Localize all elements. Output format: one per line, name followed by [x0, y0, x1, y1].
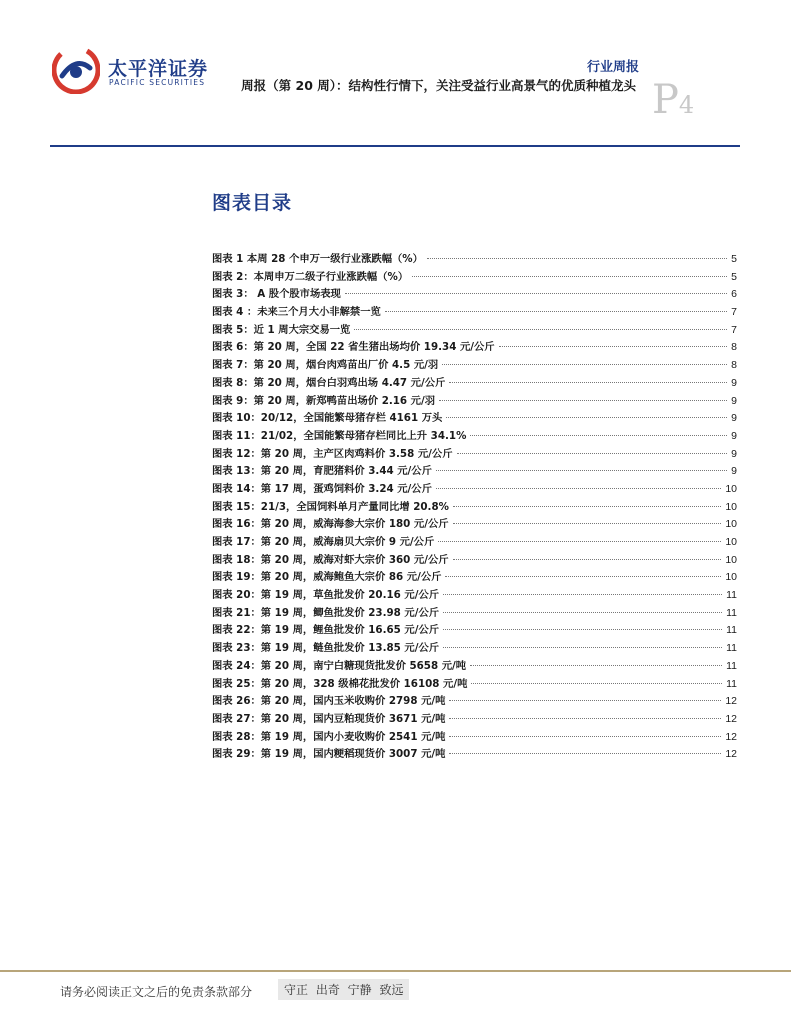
toc-entry[interactable] [212, 321, 737, 339]
toc-entry[interactable] [212, 657, 737, 675]
toc-entry-page: 11 [726, 589, 737, 602]
toc-dot-leader [446, 417, 727, 418]
toc-entry-label: 图表 29：第 19 周，国内粳稻现货价 3007 元/吨 [212, 748, 446, 761]
toc-entry[interactable] [212, 515, 737, 533]
toc-entry[interactable] [212, 285, 737, 303]
toc-entry-label: 图表 25：第 20 周，328 级棉花批发价 16108 元/吨 [212, 677, 468, 690]
logo-chinese-name: 太平洋证券 [108, 58, 209, 80]
toc-dot-leader [436, 470, 727, 471]
toc-dot-leader [457, 453, 728, 454]
toc-entry-label: 图表 8：第 20 周，烟台白羽鸡出场 4.47 元/公斤 [212, 376, 446, 389]
toc-dot-leader [443, 594, 722, 595]
toc-entry[interactable] [212, 409, 737, 427]
toc-entry[interactable] [212, 621, 737, 639]
header-divider [50, 145, 740, 147]
toc-entry-page: 7 [731, 306, 737, 319]
toc-entry[interactable] [212, 480, 737, 498]
toc-entry-label: 图表 23：第 19 周，鲢鱼批发价 13.85 元/公斤 [212, 642, 440, 655]
toc-dot-leader [449, 718, 721, 719]
toc-entry-label: 图表 4 ：未来三个月大小非解禁一览 [212, 306, 381, 319]
toc-entry-label: 图表 3： A 股个股市场表现 [212, 288, 341, 301]
toc-entry-label: 图表 19：第 20 周，威海鲍鱼大宗价 86 元/公斤 [212, 571, 442, 584]
toc-dot-leader [443, 629, 722, 630]
toc-entry[interactable] [212, 462, 737, 480]
toc-entry-label: 图表 18：第 20 周，威海对虾大宗价 360 元/公斤 [212, 553, 449, 566]
toc-entry-label: 图表 27：第 20 周，国内豆粕现货价 3671 元/吨 [212, 712, 446, 725]
toc-entry-label: 图表 10：20/12，全国能繁母猪存栏 4161 万头 [212, 412, 443, 425]
toc-entry-page: 9 [731, 447, 737, 460]
toc-dot-leader [438, 541, 721, 542]
toc-entry-label: 图表 24：第 20 周，南宁白糖现货批发价 5658 元/吨 [212, 659, 467, 672]
toc-entry-page: 9 [731, 429, 737, 442]
toc-entry[interactable] [212, 338, 737, 356]
toc-entry[interactable] [212, 639, 737, 657]
toc-entry-page: 10 [725, 536, 737, 548]
toc-entry[interactable] [212, 303, 737, 321]
toc-entry-page: 11 [726, 642, 737, 655]
toc-entry-label: 图表 7：第 20 周，烟台肉鸡苗出厂价 4.5 元/羽 [212, 359, 439, 372]
toc-entry[interactable] [212, 250, 737, 268]
toc-entry-page: 11 [726, 677, 737, 690]
toc-entry-page: 11 [726, 624, 737, 637]
toc-entry-label: 图表 21：第 19 周，鲫鱼批发价 23.98 元/公斤 [212, 606, 440, 619]
toc-entry-page: 12 [725, 695, 737, 708]
toc-entry-page: 9 [731, 465, 737, 478]
toc-entry-label: 图表 22：第 19 周，鲤鱼批发价 16.65 元/公斤 [212, 624, 440, 637]
toc-dot-leader [443, 612, 722, 613]
toc-entry[interactable] [212, 498, 737, 516]
toc-entry[interactable] [212, 728, 737, 746]
toc-dot-leader [449, 382, 727, 383]
report-title: 周报（第 20 周）：结构性行情下，关注受益行业高景气的优质种植龙头 [241, 78, 636, 93]
footer-slogan: 守正 出奇 宁静 致远 [278, 979, 409, 1000]
page-number-prefix: P [652, 77, 679, 123]
toc-dot-leader [470, 665, 722, 666]
toc-entry-page: 9 [731, 412, 737, 425]
page-number-value: 4 [678, 91, 695, 119]
toc-dot-leader [436, 488, 721, 489]
toc-entry[interactable] [212, 392, 737, 410]
toc-entry-label: 图表 1 本周 28 个申万一级行业涨跌幅（%） [212, 253, 423, 265]
toc-dot-leader [442, 364, 727, 365]
toc-entry[interactable] [212, 675, 737, 693]
toc-entry-label: 图表 5：近 1 周大宗交易一览 [212, 323, 351, 336]
toc-dot-leader [427, 258, 727, 259]
toc-entry[interactable] [212, 427, 737, 445]
toc-entry-page: 11 [726, 606, 737, 619]
logo-english-name: PACIFIC SECURITIES [109, 78, 206, 87]
toc-entry[interactable] [212, 710, 737, 728]
report-category: 行业周报 [586, 60, 639, 75]
toc-entry-label: 图表 16：第 20 周，威海海参大宗价 180 元/公斤 [212, 518, 449, 531]
toc-entry-page: 9 [731, 394, 737, 407]
toc-dot-leader [345, 293, 727, 294]
toc-entry-page: 12 [725, 748, 737, 761]
toc-dot-leader [412, 276, 727, 277]
toc-entry[interactable] [212, 356, 737, 374]
toc-dot-leader [499, 346, 728, 347]
company-logo [52, 46, 212, 94]
toc-dot-leader [443, 647, 722, 648]
toc-entry-page: 12 [725, 712, 737, 725]
toc-entry-label: 图表 26：第 20 周，国内玉米收购价 2798 元/吨 [212, 695, 446, 708]
toc-dot-leader [354, 329, 727, 330]
toc-dot-leader [449, 700, 721, 701]
footer-disclaimer: 请务必阅读正文之后的免责条款部分 [60, 985, 253, 999]
toc-entry-page: 10 [725, 553, 737, 566]
toc-entry[interactable] [212, 692, 737, 710]
toc-dot-leader [470, 435, 727, 436]
toc-entry-page: 5 [731, 270, 737, 283]
toc-dot-leader [445, 576, 721, 577]
toc-entry-page: 8 [731, 341, 737, 354]
toc-entry-page: 6 [731, 288, 737, 301]
section-title: 图表目录 [212, 192, 293, 214]
toc-dot-leader [471, 683, 722, 684]
table-of-figures [212, 250, 737, 763]
toc-dot-leader [453, 523, 722, 524]
toc-entry[interactable] [212, 586, 737, 604]
toc-entry-page: 10 [725, 518, 737, 531]
toc-entry-page: 5 [731, 253, 737, 265]
toc-entry-page: 10 [725, 500, 737, 513]
toc-dot-leader [439, 400, 727, 401]
toc-entry-label: 图表 6：第 20 周，全国 22 省生猪出场均价 19.34 元/公斤 [212, 341, 495, 354]
toc-entry[interactable] [212, 533, 737, 551]
toc-entry-label: 图表 14：第 17 周，蛋鸡饲料价 3.24 元/公斤 [212, 482, 432, 495]
toc-entry[interactable] [212, 445, 737, 463]
page-number [652, 77, 695, 125]
toc-entry-page: 10 [725, 571, 737, 584]
toc-entry-label: 图表 9：第 20 周，新郑鸭苗出场价 2.16 元/羽 [212, 394, 436, 407]
toc-entry[interactable] [212, 745, 737, 763]
toc-dot-leader [453, 559, 722, 560]
footer-divider [0, 970, 791, 972]
toc-entry-page: 7 [731, 323, 737, 336]
toc-entry-label: 图表 28：第 19 周，国内小麦收购价 2541 元/吨 [212, 730, 446, 743]
toc-entry-label: 图表 11：21/02，全国能繁母猪存栏同比上升 34.1% [212, 429, 467, 442]
toc-entry[interactable] [212, 268, 737, 286]
toc-dot-leader [453, 506, 721, 507]
toc-entry-label: 图表 17：第 20 周，威海扇贝大宗价 9 元/公斤 [212, 536, 435, 548]
toc-entry-label: 图表 2：本周申万二级子行业涨跌幅（%） [212, 270, 409, 283]
toc-dot-leader [449, 736, 721, 737]
toc-entry-label: 图表 15：21/3，全国饲料单月产量同比增 20.8% [212, 500, 449, 513]
toc-entry-page: 9 [731, 376, 737, 389]
toc-entry[interactable] [212, 374, 737, 392]
pacific-securities-logo-icon [52, 46, 100, 94]
toc-entry-page: 11 [726, 659, 737, 672]
toc-dot-leader [385, 311, 727, 312]
toc-entry-page: 12 [725, 730, 737, 743]
toc-dot-leader [449, 753, 721, 754]
toc-entry-label: 图表 20：第 19 周，草鱼批发价 20.16 元/公斤 [212, 589, 440, 602]
toc-entry-label: 图表 13：第 20 周，育肥猪料价 3.44 元/公斤 [212, 465, 432, 478]
toc-entry-page: 10 [725, 482, 737, 495]
toc-entry-page: 8 [731, 359, 737, 372]
toc-entry-label: 图表 12：第 20 周，主产区肉鸡料价 3.58 元/公斤 [212, 447, 453, 460]
toc-entry[interactable] [212, 568, 737, 586]
toc-entry[interactable] [212, 604, 737, 622]
toc-entry[interactable] [212, 551, 737, 569]
